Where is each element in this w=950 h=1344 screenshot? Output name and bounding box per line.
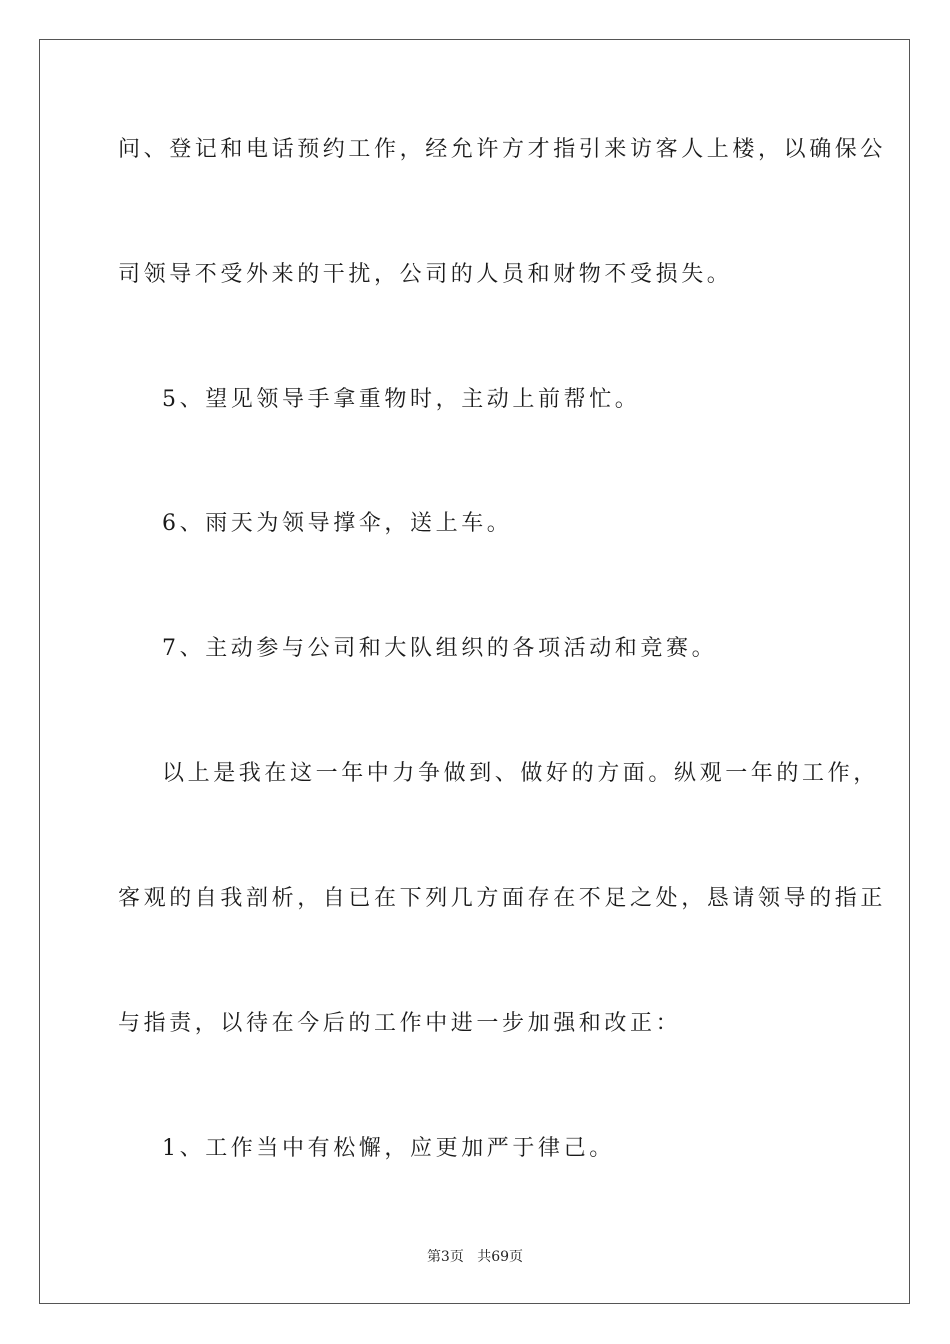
page-number: 第3页	[426, 1249, 464, 1265]
list-item: 6、雨天为领导撑伞，送上车。	[162, 511, 513, 536]
page-total: 共69页	[477, 1249, 524, 1265]
page-footer	[0, 1247, 950, 1267]
list-item: 7、主动参与公司和大队组织的各项活动和竞赛。	[162, 636, 718, 661]
page-border	[39, 39, 910, 1304]
list-item: 1、工作当中有松懈，应更加严于律己。	[162, 1136, 615, 1161]
paragraph-line: 与指责，以待在今后的工作中进一步加强和改正：	[118, 1011, 682, 1036]
list-item: 5、望见领导手拿重物时，主动上前帮忙。	[162, 387, 641, 412]
paragraph-line: 客观的自我剖析，自已在下列几方面存在不足之处，恳请领导的指正	[118, 886, 887, 911]
paragraph-line: 以上是我在这一年中力争做到、做好的方面。纵观一年的工作，	[162, 761, 879, 786]
paragraph-line: 问、登记和电话预约工作，经允许方才指引来访客人上楼，以确保公	[118, 137, 887, 162]
paragraph-line: 司领导不受外来的干扰，公司的人员和财物不受损失。	[118, 262, 733, 287]
